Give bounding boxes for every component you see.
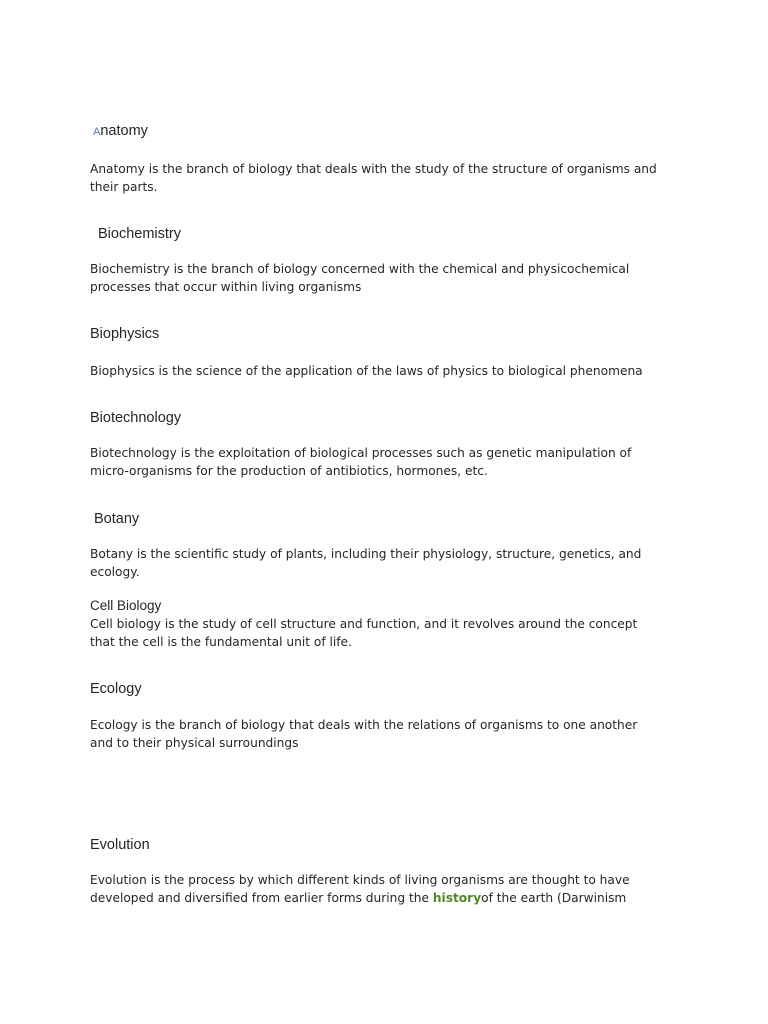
paragraph-line: processes that occur within living organisms [90,280,362,294]
heading-rest: natomy [100,123,148,139]
paragraph-ecology [90,716,690,752]
heading-botany: Botany [94,511,140,527]
heading-biotechnology: Biotechnology [90,410,182,426]
paragraph-line: Biotechnology is the exploitation of biological processes such as genetic manipulation of [90,446,632,460]
heading-initial: A [93,126,101,138]
paragraph-line: micro-organisms for the production of antibiotics, hormones, etc. [90,464,488,478]
paragraph-line: ecology. [90,565,140,579]
heading-anatomy [93,123,148,139]
paragraph-anatomy [90,160,690,196]
paragraph-line [90,889,690,907]
paragraph-evolution [90,871,690,907]
paragraph-biophysics [90,362,690,380]
paragraph-line: Ecology is the branch of biology that deals with the relations of organisms to one another [90,718,638,732]
paragraph-cell-biology [90,615,690,651]
text-fragment: of the earth (Darwinism [481,891,627,905]
heading-evolution: Evolution [90,837,150,853]
heading-ecology: Ecology [90,681,142,697]
paragraph-biochemistry [90,260,690,296]
heading-cell-biology: Cell Biology [90,598,162,613]
history-link[interactable]: history [432,891,482,905]
paragraph-line: Biochemistry is the branch of biology concerned with the chemical and physicochemical [90,262,630,276]
paragraph-botany [90,545,690,581]
paragraph-line: their parts. [90,180,158,194]
heading-biochemistry: Biochemistry [98,226,181,242]
paragraph-biotechnology [90,444,690,480]
paragraph-line: Biophysics is the science of the application of the laws of physics to biological phenomena [90,364,643,378]
paragraph-line: that the cell is the fundamental unit of life. [90,635,352,649]
text-fragment: developed and diversified from earlier forms during the [90,891,433,905]
paragraph-line: Evolution is the process by which different kinds of living organisms are thought to have [90,873,630,887]
heading-biophysics: Biophysics [90,326,160,342]
paragraph-line: Anatomy is the branch of biology that deals with the study of the structure of organisms and [90,162,657,176]
paragraph-line: Cell biology is the study of cell structure and function, and it revolves around the concept [90,617,638,631]
paragraph-line: and to their physical surroundings [90,736,299,750]
paragraph-line: Botany is the scientific study of plants, including their physiology, structure, genetics, and [90,547,642,561]
